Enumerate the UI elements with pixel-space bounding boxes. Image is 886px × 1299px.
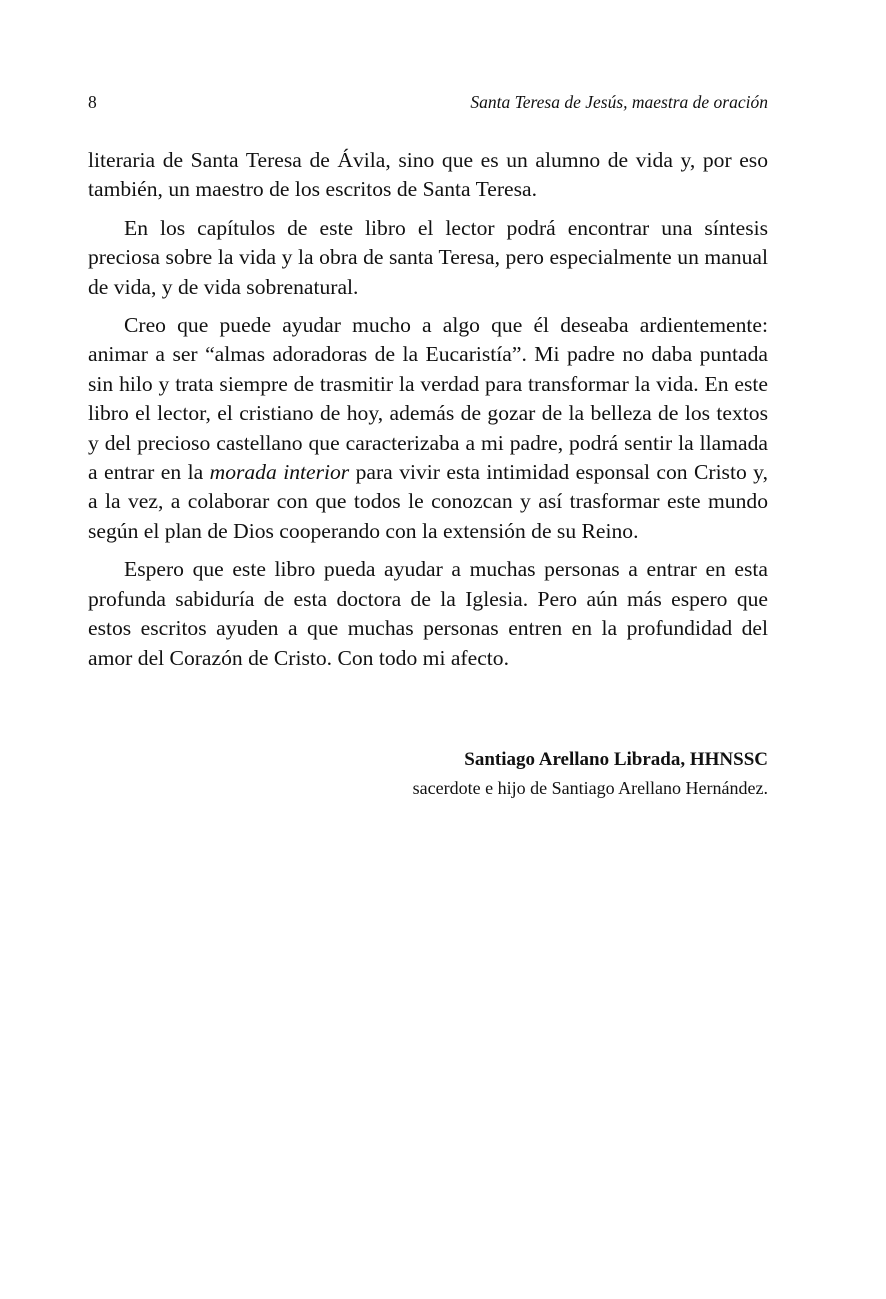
running-title: Santa Teresa de Jesús, maestra de oración [470,92,768,112]
paragraph-synthesis: En los capítulos de este libro el lector podrá encontrar una síntesis preciosa sobre la vida y la obra de santa Teresa, pero especialmente un manual de vida, y de vida sobrenatural. [88,215,768,299]
signature-role: sacerdote e hijo de Santiago Arellano Hernández. [412,778,768,798]
signature-name: Santiago Arellano Librada, HHNSSC [464,749,768,770]
book-page [88,0,768,1299]
italic-phrase: morada interior [209,460,350,485]
paragraph-closing: Espero que este libro pueda ayudar a muchas personas a entrar en esta profunda sabiduría de esta doctora de la Iglesia. Pero aún más espero que estos escritos ayuden a que muchas personas entren en la profundidad del amor del Corazón de Cristo. Con todo mi afecto. [88,557,768,670]
running-header [88,90,768,114]
paragraph-eucharist-text-before: Creo que puede ayudar mucho a algo que él deseaba ardientemente: animar a ser “almas adoradoras de la Eucaristía”. Mi padre no daba puntada sin hilo y trata siempre de trasmitir la verdad para transformar la vida. En este libro el lector, el cristiano de hoy, además de gozar de la belleza de los textos y del precioso castellano que caracterizaba a mi padre, podrá sentir la llamada a entrar en la [88,313,768,485]
paragraph-continuation: literaria de Santa Teresa de Ávila, sino que es un alumno de vida y, por eso también, un maestro de los escritos de Santa Teresa. [88,148,768,202]
paragraph-eucharist-text-after: para vivir esta intimidad esponsal con Cristo y, a la vez, a colaborar con que todos le conozcan y así trasformar este mundo según el plan de Dios cooperando con la extensión de su Reino. [88,460,768,543]
signature-block [88,746,768,802]
page-number: 8 [88,92,97,112]
body-text [88,146,768,673]
paragraph-eucharist [88,311,768,546]
